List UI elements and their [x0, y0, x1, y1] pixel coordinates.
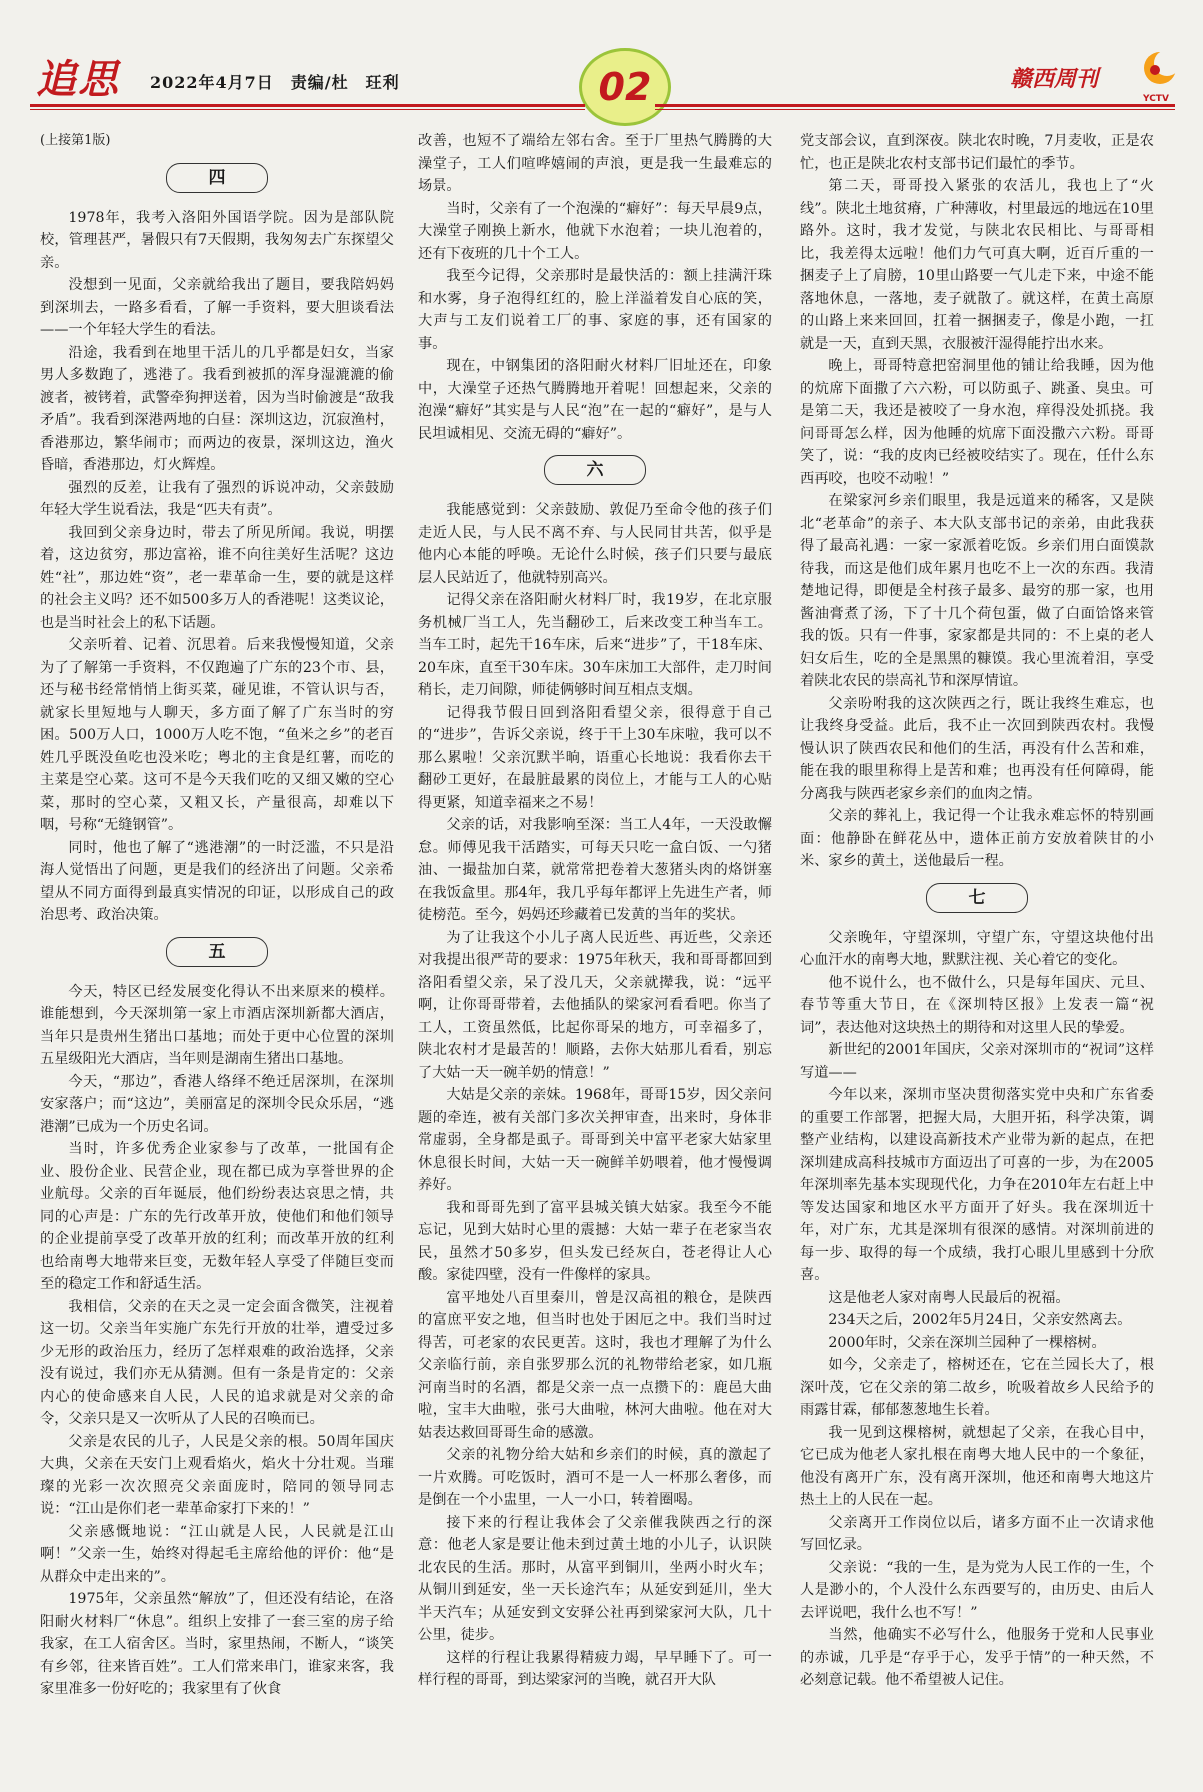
header-rule [655, 109, 1175, 110]
article-paragraph: 我相信，父亲的在天之灵一定会面含微笑，注视着这一切。父亲当年实施广东先行开放的壮举，遭受过多少无形的政治压力，经历了怎样艰难的政治选择，父亲没有说过，我们亦无从猜测。但有一条是肯定的：父亲内心的使命感来自人民，人民的追求就是对父亲的命令，父亲只是又一次听从了人民的召唤而已。 [40, 1298, 394, 1427]
article-paragraph: 改善，也短不了端给左邻右舍。至于厂里热气腾腾的大澡堂子，工人们喧哗嬉闹的声浪，更是我一生最难忘的场景。 [418, 133, 772, 194]
article-paragraph: 同时，他也了解了“逃港潮”的一时泛滥，不只是沿海人觉悟出了问题，更是我们的经济出了问题。父亲希望从不同方面得到最真实情况的印证，以形成自己的政治思考、政治决策。 [40, 839, 394, 923]
article-paragraph: 大姑是父亲的亲妹。1968年，哥哥15岁，因父亲问题的牵连，被有关部门多次关押审查，出来时，身体非常虚弱，全身都是虱子。哥哥到关中富平老家大姑家里休息很长时间，大姑一天一碗鲜羊奶喂着，他才慢慢调养好。 [418, 1087, 772, 1193]
column-title: 追思 [36, 56, 120, 103]
page-header [0, 0, 1203, 108]
article-paragraph: 当时，许多优秀企业家参与了改革，一批国有企业、股份企业、民营企业，现在都已成为享誉世界的企业航母。父亲的百年诞辰，他们纷纷表达哀思之情，共同的心声是：广东的先行改革开放，使他们和他们领导的企业提前享受了改革开放的红利；而改革开放的红利也给南粤大地带来巨变，无数年轻人享受了伴随巨变而至的稳定工作和舒适生活。 [40, 1141, 394, 1292]
date-editor-line: 2022年4月7日 责编/杜 玨利 [150, 73, 400, 92]
page-number: 02 [598, 65, 652, 109]
article-paragraph: 新世纪的2001年国庆，父亲对深圳市的“祝词”这样写道—— [800, 1042, 1154, 1081]
logo-text: YCTV [1143, 94, 1169, 104]
section-heading [40, 937, 394, 967]
article-paragraph: 沿途，我看到在地里干活儿的几乎都是妇女，当家男人多数跑了，逃港了。我看到被抓的浑身湿漉漉的偷渡者，被铐着，武警牵狗押送着，因为当时偷渡是“敌我矛盾”。我看到深港两地的白昼：深圳这边，沉寂渔村，香港那边，繁华闹市；而两边的夜景，深圳这边，渔火昏暗，香港那边，灯火辉煌。 [40, 344, 394, 473]
section-number: 四 [166, 163, 268, 193]
section-heading [800, 883, 1154, 913]
article-paragraph: 1975年，父亲虽然“解放”了，但还没有结论，在洛阳耐火材料厂“休息”。组织上安排了一套三室的房子给我家，在工人宿舍区。当时，家里热闹，不断人，“谈笑有乡邻，往来皆百姓”。工人们常来串门，谁家来客，我家里准多一份好吃的；我家里有了伙食 [40, 1591, 394, 1697]
section-heading [418, 455, 772, 485]
page-number-badge [579, 48, 671, 126]
article-paragraph: 父亲的话，对我影响至深：当工人4年，一天没敢懈怠。师傅见我干活踏实，可每天只吃一盒白饭、一勺猪油、一撮盐加白菜，就常常把卷着大葱猪头肉的烙饼塞在我饭盒里。那4年，我几乎每年都评上先进生产者，师徒榜范。至今，妈妈还珍藏着已发黄的当年的奖状。 [418, 817, 772, 923]
article-paragraph: 父亲的葬礼上，我记得一个让我永难忘怀的特别画面：他静卧在鲜花丛中，遗体正前方安放着陕甘的小米、家乡的黄土，送他最后一程。 [800, 808, 1154, 869]
article-paragraph: 我和哥哥先到了富平县城关镇大姑家。我至今不能忘记，见到大姑时心里的震撼：大姑一辈子在老家当农民，虽然才50多岁，但头发已经灰白，苍老得让人心酸。家徒四壁，没有一件像样的家具。 [418, 1199, 772, 1283]
article-paragraph: 为了让我这个小儿子离人民近些、再近些，父亲还对我提出很严苛的要求：1975年秋天，我和哥哥都回到洛阳看望父亲，呆了没几天，父亲就撵我，说：“远平啊，让你哥哥带着，去他插队的梁家河看看吧。你当了工人，工资虽然低，比起你哥呆的地方，可幸福多了，陕北农村才是最苦的！顺路，去你大姑那儿看看，别忘了大姑一天一碗羊奶的情意！” [418, 929, 772, 1081]
article-paragraph: 富平地处八百里秦川，曾是汉高祖的粮仓，是陕西的富庶平安之地，但当时也处于困厄之中。我们当时过得苦，可老家的农民更苦。这时，我也才理解了为什么父亲临行前，亲自张罗那么沉的礼物带给老家，如几瓶河南当时的名酒，都是父亲一点一点攒下的：鹿邑大曲啦，宝丰大曲啦，张弓大曲啦，林河大曲啦。他在对大姑表达救回哥哥生命的感激。 [418, 1289, 772, 1441]
article-paragraph: 我能感觉到：父亲鼓励、敦促乃至命令他的孩子们走近人民，与人民不离不弃、与人民同甘共苦，似乎是他内心本能的呼唤。无论什么时候，孩子们只要与最底层人民站近了，他就特别高兴。 [418, 502, 772, 586]
article-paragraph: 今天，特区已经发展变化得认不出来原来的模样。谁能想到，今天深圳第一家上市酒店深圳新都大酒店，当年只是贵州生猪出口基地；而处于更中心位置的深圳五星级阳光大酒店，当年则是湖南生猪出口基地。 [40, 983, 394, 1067]
section-number: 七 [926, 883, 1028, 913]
continued-label: (上接第1版) [40, 133, 111, 148]
brand-name: 赣西周刊 [1010, 66, 1099, 92]
article-paragraph: 今年以来，深圳市坚决贯彻落实党中央和广东省委的重要工作部署，把握大局，大胆开拓，科学决策，调整产业结构，以建设高新技术产业带为新的起点，在把深圳建成高科技城市方面迈出了可喜的一步，为在2005年深圳率先基本实现现代化，力争在2010年左右赶上中等发达国家和地区水平方面开了好头。我在深圳近十年，对广东，尤其是深圳有很深的感情。对深圳前进的每一步、取得的每一个成绩，我打心眼儿里感到十分欣喜。 [800, 1087, 1154, 1283]
article-paragraph: 父亲晚年，守望深圳，守望广东，守望这块他付出心血汗水的南粤大地，默默注视、关心着它的变化。 [800, 929, 1154, 968]
article-paragraph: 这是他老人家对南粤人民最后的祝福。 [828, 1289, 1070, 1306]
article-paragraph: 这样的行程让我累得精疲力竭，早早睡下了。可一样行程的哥哥，到达梁家河的当晚，就召开大队 [418, 1649, 772, 1688]
article-paragraph: 现在，中钢集团的洛阳耐火材料厂旧址还在，印象中，大澡堂子还热气腾腾地开着呢！回想起来，父亲的泡澡“癖好”其实是与人民“泡”在一起的“癖好”，是与人民坦诚相见、交流无碍的“癖好”。 [418, 358, 772, 442]
article-paragraph: 父亲是农民的儿子，人民是父亲的根。50周年国庆大典，父亲在天安门上观看焰火，焰火十分壮观。当璀璨的光彩一次次照亮父亲面庞时，陪同的领导同志说：“江山是你们老一辈革命家打下来的！” [40, 1433, 394, 1517]
section-heading [40, 163, 394, 193]
header-rule [30, 109, 585, 110]
header-rule [655, 104, 1175, 107]
article-column-2 [418, 130, 772, 1692]
article-paragraph: 父亲听着、记着、沉思着。后来我慢慢知道，父亲为了了解第一手资料，不仅跑遍了广东的23个市、县，还与秘书经常悄悄上街买菜，碰见谁，不管认识与否，就家长里短地与人聊天，多方面了解了广东当时的穷困。500万人口，1000万人吃不饱，“鱼米之乡”的老百姓几乎既没鱼吃也没米吃；粤北的主食是红薯，而吃的主菜是空心菜。这可不是今天我们吃的又细又嫩的空心菜，那时的空心菜，又粗又长，产量很高，却难以下咽，号称“无缝钢管”。 [40, 637, 394, 833]
article-paragraph: 晚上，哥哥特意把窑洞里他的铺让给我睡，因为他的炕席下面撒了六六粉，可以防虱子、跳蚤、臭虫。可是第二天，我还是被咬了一身水泡，痒得没处抓挠。我问哥哥怎么样，因为他睡的炕席下面没撒六六粉。哥哥笑了，说：“我的皮肉已经被咬结实了。现在，任什么东西再咬，也咬不动啦！” [800, 358, 1154, 487]
article-paragraph: 强烈的反差，让我有了强烈的诉说冲动，父亲鼓励年轻大学生说看法，我是“匹夫有责”。 [40, 479, 394, 518]
yctv-logo-icon [1140, 48, 1180, 94]
article-column-1 [40, 130, 394, 1701]
article-paragraph: 记得我节假日回到洛阳看望父亲，很得意于自己的“进步”，告诉父亲说，终于干上30车床啦，我可以不那么累啦！父亲沉默半晌，语重心长地说：我看你去干翻砂工更好，在最脏最累的岗位上，才能与工人的心贴得更紧，知道幸福来之不易！ [418, 704, 772, 811]
article-paragraph: 当时，父亲有了一个泡澡的“癖好”：每天早晨9点，大澡堂子刚换上新水，他就下水泡着；一块儿泡着的，还有下夜班的几十个工人。 [418, 200, 772, 262]
article-paragraph: 当然，他确实不必写什么，他服务于党和人民事业的赤诚，几乎是“存乎于心，发乎于情”的一种天然，不必刻意记载。他不希望被人记住。 [800, 1627, 1154, 1688]
article-paragraph: 234天之后，2002年5月24日，父亲安然离去。 [828, 1312, 1132, 1328]
article-paragraph: 接下来的行程让我体会了父亲催我陕西之行的深意：他老人家是要让他未到过黄土地的小儿子，认识陕北农民的生活。那时，从富平到铜川，坐两小时火车；从铜川到延安，坐一天长途汽车；从延安到延川，坐大半天汽车；从延安到文安驿公社再到梁家河大队，几十公里，徒步。 [418, 1514, 772, 1643]
section-number: 五 [166, 937, 268, 967]
article-paragraph: 记得父亲在洛阳耐火材料厂时，我19岁，在北京服务机械厂当工人，先当翻砂工，后来改变工种当车工。当车工时，起先干16车床，后来“进步”了，干18车床、20车床，直至干30车床。30车床加工大部件，走刀时间稍长，走刀间隙，师徒俩够时间互相点支烟。 [418, 592, 772, 698]
article-paragraph: 我一见到这棵榕树，就想起了父亲，在我心目中，它已成为他老人家扎根在南粤大地人民中的一个象征，他没有离开广东，没有离开深圳，他还和南粤大地这片热土上的人民在一起。 [800, 1424, 1154, 1508]
article-paragraph: 在梁家河乡亲们眼里，我是远道来的稀客，又是陕北“老革命”的亲子、本大队支部书记的亲弟，由此我获得了最高礼遇：一家一家派着吃饭。乡亲们用白面馍款待我，而这是他们成年累月也吃不上一次的东西。我清楚地记得，即便是全村孩子最多、最穷的那一家，也用酱油膏煮了汤，下了十几个荷包蛋，做了白面饸饹来管我的饭。只有一件事，家家都是共同的：不上桌的老人妇女后生，吃的全是黑黑的糠馍。我心里流着泪，享受着陕北农民的崇高礼节和深厚情谊。 [800, 493, 1154, 689]
article-paragraph: 他不说什么，也不做什么，只是每年国庆、元旦、春节等重大节日，在《深圳特区报》上发表一篇“祝词”，表达他对这块热土的期待和对这里人民的挚爱。 [800, 974, 1154, 1036]
article-column-3 [800, 130, 1154, 1692]
article-paragraph: 1978年，我考入洛阳外国语学院。因为是部队院校，管理甚严，暑假只有7天假期，我匆匆去广东探望父亲。 [40, 209, 394, 271]
header-rule [30, 104, 585, 107]
article-paragraph: 我回到父亲身边时，带去了所见所闻。我说，明摆着，这边贫穷，那边富裕，谁不向往美好生活呢？这边姓“社”，那边姓“资”，老一辈革命一生，要的就是这样的社会主义吗？还不如500多万人的香港呢！这类议论，也是当时社会上的私下话题。 [40, 524, 394, 631]
article-paragraph: 如今，父亲走了，榕树还在，它在兰园长大了，根深叶茂，它在父亲的第二故乡，吮吸着故乡人民给予的雨露甘霖，郁郁葱葱地生长着。 [800, 1357, 1154, 1418]
article-paragraph: 父亲吩咐我的这次陕西之行，既让我终生难忘，也让我终身受益。此后，我不止一次回到陕西农村。我慢慢认识了陕西农民和他们的生活，再没有什么苦和难，能在我的眼里称得上是苦和难；也再没有任何障碍，能分离我与陕西老家乡亲们的血肉之情。 [800, 695, 1154, 802]
article-paragraph: 我至今记得，父亲那时是最快活的：额上挂满汗珠和水雾，身子泡得红红的，脸上洋溢着发自心底的笑，大声与工友们说着工厂的事、家庭的事，还有国家的事。 [418, 268, 772, 352]
article-paragraph: 父亲说：“我的一生，是为党为人民工作的一生，个人是渺小的，个人没什么东西要写的，由历史、由后人去评说吧，我什么也不写！” [800, 1559, 1154, 1621]
article-paragraph: 父亲离开工作岗位以后，诸多方面不止一次请求他写回忆录。 [800, 1514, 1154, 1553]
article-paragraph: 第二天，哥哥投入紧张的农活儿，我也上了“火线”。陕北土地贫瘠，广种薄收，村里最远的地远在10里路外。这时，我才发觉，与陕北农民相比、与哥哥相比，我差得太远啦！他们力气可真大啊，近百斤重的一捆麦子上了肩膀，10里山路要一气儿走下来，中途不能落地休息，一落地，麦子就散了。就这样，在黄土高原的山路上来来回回，扛着一捆捆麦子，像是小跑，一扛就是一天，直到天黑，衣服被汗湿得能拧出水来。 [800, 178, 1154, 352]
article-paragraph: 父亲感慨地说：“江山就是人民，人民就是江山啊！”父亲一生，始终对得起毛主席给他的评价：他“是从群众中走出来的”。 [40, 1523, 394, 1585]
article-paragraph: 没想到一见面，父亲就给我出了题目，要我陪妈妈到深圳去，一路多看看，了解一手资料，要大胆谈看法——一个年轻大学生的看法。 [40, 277, 394, 338]
article-paragraph: 党支部会议，直到深夜。陕北农时晚，7月麦收，正是农忙，也正是陕北农村支部书记们最忙的季节。 [800, 133, 1154, 172]
article-paragraph: 今天，“那边”，香港人络绎不绝迁居深圳，在深圳安家落户；而“这边”，美丽富足的深圳令民众乐居，“逃港潮”已成为一个历史名词。 [40, 1073, 394, 1135]
article-paragraph: 父亲的礼物分给大姑和乡亲们的时候，真的激起了一片欢腾。可吃饭时，酒可不是一人一杯那么奢侈，而是倒在一个小盅里，一人一小口，转着圈喝。 [418, 1447, 772, 1508]
article-paragraph: 2000年时，父亲在深圳兰园种了一棵榕树。 [828, 1334, 1106, 1351]
section-number: 六 [544, 455, 646, 485]
